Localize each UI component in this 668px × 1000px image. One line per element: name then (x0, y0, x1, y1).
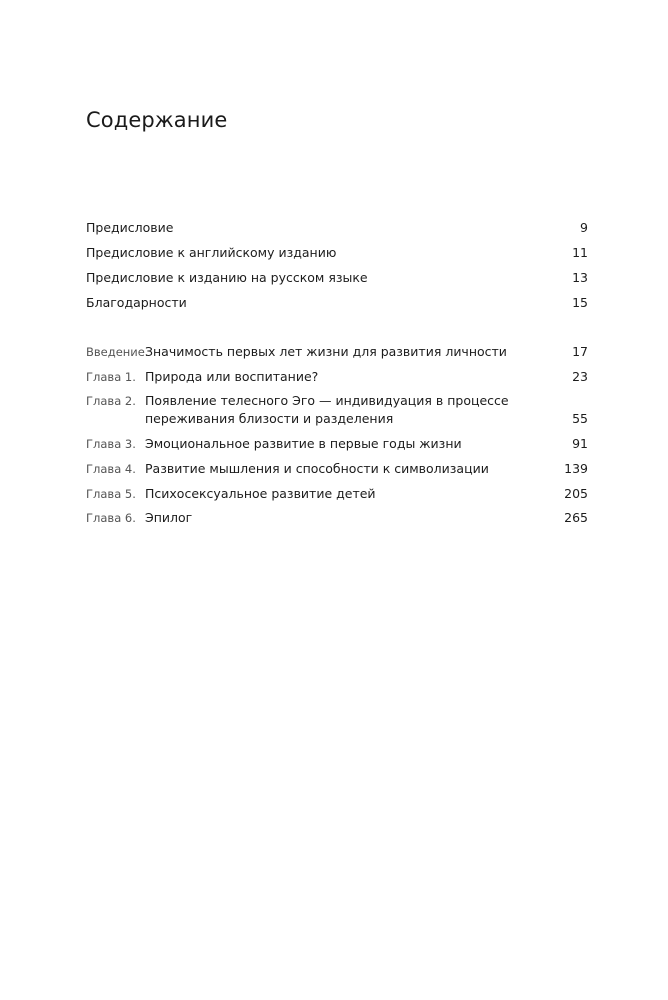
chapter-title-line: Развитие мышления и способности к символизации (145, 461, 489, 477)
page-title: Содержание (86, 108, 228, 132)
toc-entry-page: 9 (580, 220, 588, 235)
toc-chapter-entry (86, 509, 588, 534)
chapter-number: Глава 5. (86, 486, 136, 501)
toc-chapter-entry (86, 460, 588, 485)
toc-chapter-entry (86, 392, 588, 435)
toc-chapter-entry (86, 435, 588, 460)
chapter-page: 265 (564, 510, 588, 526)
toc-entry-title: Предисловие к изданию на русском языке (86, 270, 368, 285)
toc-entry-page: 11 (572, 245, 588, 260)
chapter-page: 23 (572, 368, 588, 384)
toc-entry (86, 294, 588, 319)
toc-entry (86, 219, 588, 244)
toc-entry-title: Предисловие к английскому изданию (86, 245, 337, 260)
chapter-title (145, 343, 507, 361)
toc-chapter-entry (86, 485, 588, 510)
chapter-title (145, 509, 495, 527)
chapter-page: 91 (572, 436, 588, 452)
chapter-title-line: Психосексуальное развитие детей (145, 485, 376, 501)
chapter-number: Введение. (86, 345, 149, 359)
chapter-title (145, 435, 495, 453)
chapter-title-line: переживания близости и разделения (145, 411, 394, 427)
chapter-title-line: Значимость первых лет жизни для развития личности (145, 344, 507, 359)
chapter-page: 205 (564, 485, 588, 501)
chapter-title-line: Природа или воспитание? (145, 368, 319, 384)
chapter-number: Глава 2. (86, 394, 136, 409)
chapter-number: Глава 6. (86, 511, 136, 526)
chapter-title-line: Эпилог (145, 510, 193, 526)
toc-front-matter (86, 219, 588, 319)
chapter-title (145, 460, 495, 478)
chapter-page: 17 (572, 344, 588, 359)
toc-entry-page: 13 (572, 270, 588, 285)
chapter-title (145, 485, 495, 503)
toc-entry-title: Предисловие (86, 220, 174, 235)
chapter-title (145, 368, 495, 386)
chapter-title-line: Эмоциональное развитие в первые годы жизни (145, 436, 462, 452)
chapter-title (145, 392, 509, 428)
toc-entry-page: 15 (572, 295, 588, 310)
toc-chapter-entry (86, 343, 588, 368)
toc-chapter-entry (86, 368, 588, 393)
chapter-page: 55 (572, 411, 588, 427)
toc-entry (86, 269, 588, 294)
chapter-title-line: Появление телесного Эго — индивидуация в процессе (145, 393, 509, 409)
chapter-number: Глава 4. (86, 462, 136, 477)
toc-entry-title: Благодарности (86, 295, 187, 310)
chapter-number: Глава 1. (86, 369, 136, 384)
chapter-page: 139 (564, 461, 588, 477)
toc-entry (86, 244, 588, 269)
toc-chapters (86, 343, 588, 534)
chapter-number: Глава 3. (86, 437, 136, 452)
